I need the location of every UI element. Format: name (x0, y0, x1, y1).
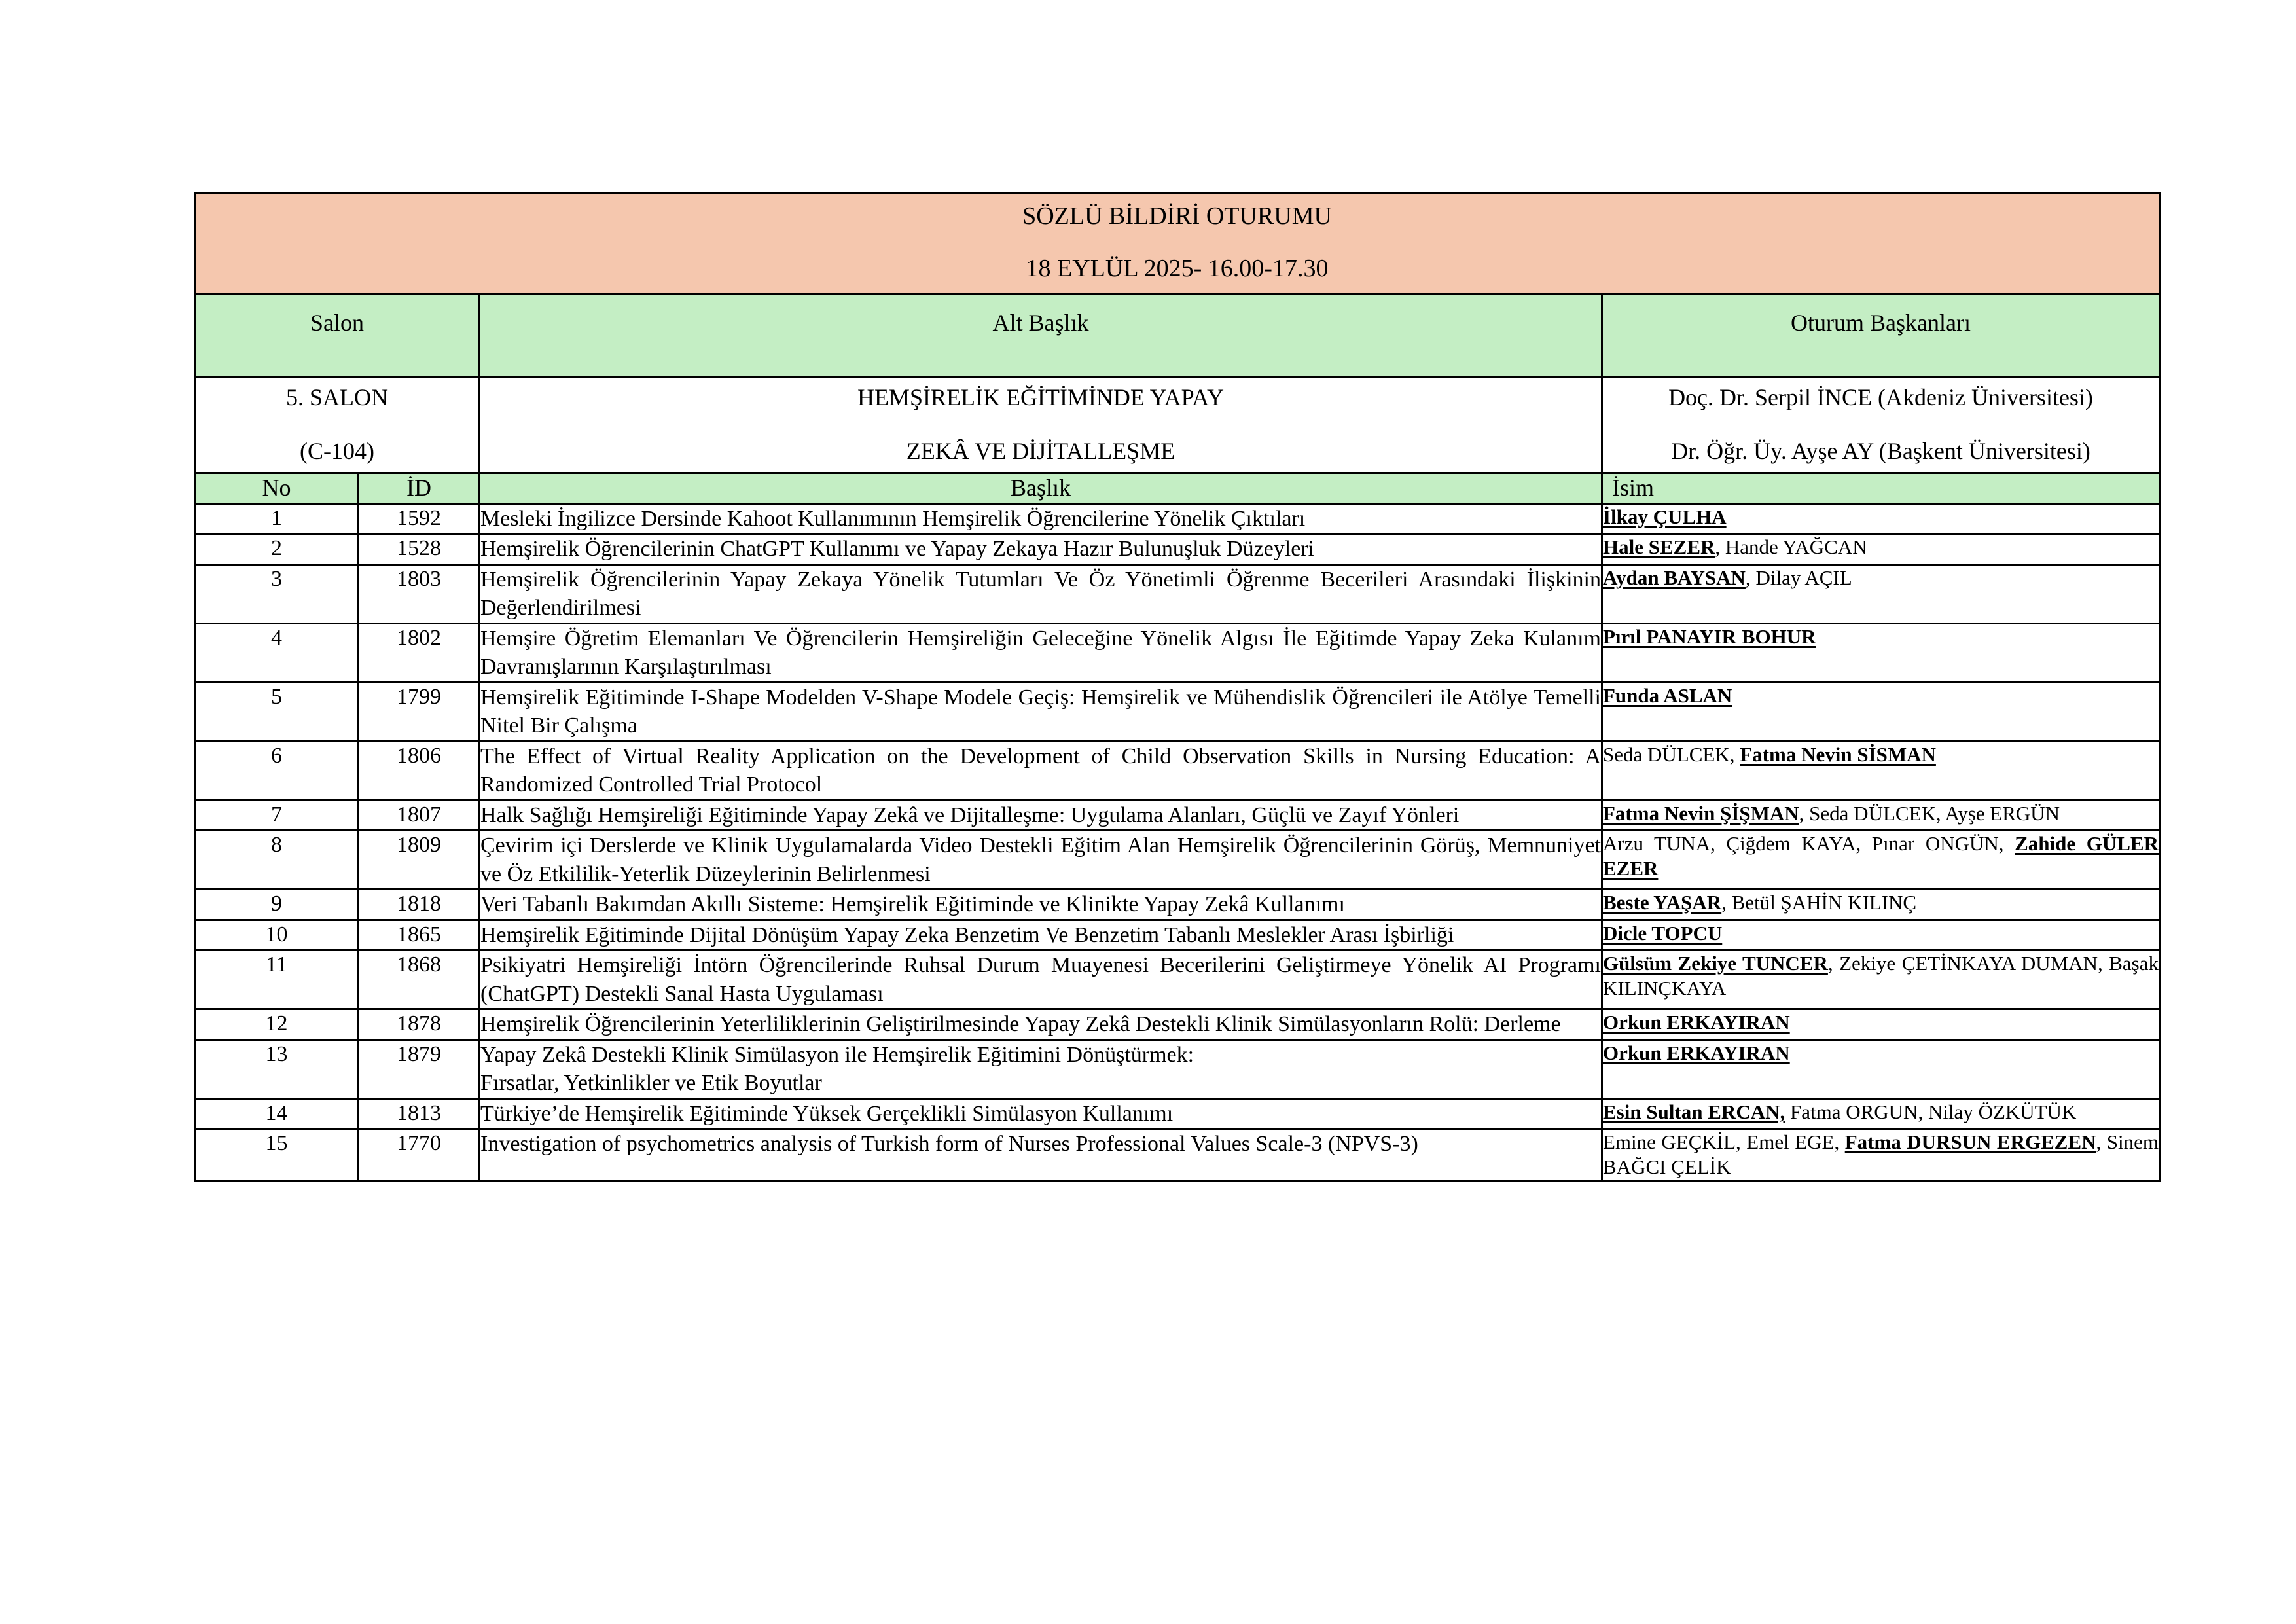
presenting-author: Fatma DURSUN ERGEZEN (1844, 1130, 2096, 1154)
presenting-author: Aydan BAYSAN (1603, 566, 1746, 589)
row-title: Mesleki İngilizce Dersinde Kahoot Kullanımının Hemşirelik Öğrencilerine Yönelik Çıktıları (480, 503, 1602, 534)
row-abstract-id: 1878 (359, 1009, 480, 1040)
row-title: Hemşirelik Eğitiminde Dijital Dönüşüm Yapay Zeka Benzetim Ve Benzetim Tabanlı Meslekler Arası İşbirliği (480, 920, 1602, 950)
author-co-prefix: Emine GEÇKİL, Emel EGE, (1603, 1130, 1845, 1154)
presenting-author: Beste YAŞAR (1603, 891, 1722, 914)
row-abstract-id: 1528 (359, 534, 480, 565)
row-number: 10 (195, 920, 359, 950)
row-title: Hemşire Öğretim Elemanları Ve Öğrencilerin Hemşireliğin Geleceğine Yönelik Algısı İle Eğitimde Yapay Zeka Kulanım Davranışlarının Karşılaştırılması (480, 623, 1602, 682)
presenting-author: Gülsüm Zekiye TUNCER (1603, 952, 1828, 975)
row-number: 7 (195, 800, 359, 831)
row-title: Investigation of psychometrics analysis of Turkish form of Nurses Professional Values Scale-3 (NPVS-3) (480, 1129, 1602, 1181)
row-authors (1602, 1009, 2160, 1040)
column-header-name: İsim (1602, 473, 2160, 503)
row-authors (1602, 1039, 2160, 1098)
row-title: Hemşirelik Öğrencilerinin ChatGPT Kullanımı ve Yapay Zekaya Hazır Bulunuşluk Düzeyleri (480, 534, 1602, 565)
author-co-prefix: Arzu TUNA, Çiğdem KAYA, Pınar ONGÜN, (1603, 832, 2015, 856)
presenting-author: Hale SEZER (1603, 535, 1715, 559)
row-number: 13 (195, 1039, 359, 1098)
column-header-title: Başlık (480, 473, 1602, 503)
row-authors (1602, 800, 2160, 831)
presentation-rows (195, 503, 2160, 1180)
row-number: 1 (195, 503, 359, 534)
row-title: Hemşirelik Eğitiminde I-Shape Modelden V-Shape Modele Geçiş: Hemşirelik ve Mühendislik Öğrencileri ile Atölye Temelli Nitel Bir Çalışma (480, 682, 1602, 741)
oral-presentation-session-table (194, 192, 2161, 1182)
table-row (195, 1098, 2160, 1129)
row-authors (1602, 534, 2160, 565)
row-abstract-id: 1592 (359, 503, 480, 534)
banner-datetime: 18 EYLÜL 2025- 16.00-17.30 (1026, 255, 1329, 282)
alt-baslik-line2: ZEKÂ VE DİJİTALLEŞME (906, 437, 1175, 464)
table-row (195, 564, 2160, 623)
salon-name: 5. SALON (285, 384, 388, 411)
row-number: 9 (195, 890, 359, 920)
salon-room-code: (C-104) (300, 437, 374, 464)
presenting-author: Funda ASLAN (1603, 683, 1732, 707)
presenting-author: Esin Sultan ERCAN, (1603, 1100, 1785, 1123)
alt-baslik-header: Alt Başlık (480, 294, 1602, 378)
row-abstract-id: 1799 (359, 682, 480, 741)
row-number: 12 (195, 1009, 359, 1040)
table-row (195, 741, 2160, 800)
column-header-id: İD (359, 473, 480, 503)
banner-cell (195, 194, 2160, 294)
column-header-no: No (195, 473, 359, 503)
row-authors (1602, 1129, 2160, 1181)
row-authors (1602, 950, 2160, 1009)
co-authors: , Betül ŞAHİN KILINÇ (1721, 891, 1917, 914)
alt-baslik-line1: HEMŞİRELİK EĞİTİMİNDE YAPAY (857, 384, 1224, 411)
row-title: The Effect of Virtual Reality Application on the Development of Child Observation Skills in Nursing Education: A Randomized Controlled Trial Protocol (480, 741, 1602, 800)
row-number: 11 (195, 950, 359, 1009)
row-authors (1602, 682, 2160, 741)
row-title: Yapay Zekâ Destekli Klinik Simülasyon ile Hemşirelik Eğitimini Dönüştürmek: Fırsatlar, Yetkinlikler ve Etik Boyutlar (480, 1039, 1602, 1098)
banner-title: SÖZLÜ BİLDİRİ OTURUMU (1022, 202, 1332, 230)
author-co-prefix: Seda DÜLCEK, (1603, 742, 1740, 766)
row-title: Veri Tabanlı Bakımdan Akıllı Sisteme: Hemşirelik Eğitiminde ve Klinikte Yapay Zekâ Kullanımı (480, 890, 1602, 920)
row-authors (1602, 623, 2160, 682)
row-title: Hemşirelik Öğrencilerinin Yeterliliklerinin Geliştirilmesinde Yapay Zekâ Destekli Klinik Simülasyonların Rolü: Derleme (480, 1009, 1602, 1040)
row-abstract-id: 1879 (359, 1039, 480, 1098)
chair-1: Doç. Dr. Serpil İNCE (Akdeniz Üniversitesi) (1668, 384, 2093, 411)
table-row (195, 1009, 2160, 1040)
row-authors (1602, 890, 2160, 920)
row-abstract-id: 1813 (359, 1098, 480, 1129)
row-abstract-id: 1818 (359, 890, 480, 920)
salon-value (195, 378, 480, 473)
table-row (195, 503, 2160, 534)
presenting-author: Fatma Nevin SİSMAN (1740, 742, 1936, 766)
row-authors (1602, 920, 2160, 950)
chair-2: Dr. Öğr. Üy. Ayşe AY (Başkent Üniversitesi) (1671, 437, 2090, 464)
row-number: 3 (195, 564, 359, 623)
row-number: 4 (195, 623, 359, 682)
table-row (195, 1039, 2160, 1098)
table-row (195, 1129, 2160, 1181)
presenting-author: İlkay ÇULHA (1603, 505, 1727, 528)
co-authors: , Sinem BAĞCI ÇELİK (1603, 1130, 2159, 1179)
table-row (195, 534, 2160, 565)
co-authors: Fatma ORGUN, Nilay ÖZKÜTÜK (1785, 1100, 2077, 1123)
row-authors (1602, 831, 2160, 890)
co-authors: , Dilay AÇIL (1745, 566, 1852, 589)
row-abstract-id: 1865 (359, 920, 480, 950)
table-row (195, 800, 2160, 831)
row-number: 14 (195, 1098, 359, 1129)
co-authors: , Zekiye ÇETİNKAYA DUMAN, Başak KILINÇKAYA (1603, 952, 2159, 1000)
presenting-author: Orkun ERKAYIRAN (1603, 1041, 1790, 1064)
row-number: 15 (195, 1129, 359, 1181)
column-header-row (195, 473, 2160, 503)
row-title: Türkiye’de Hemşirelik Eğitiminde Yüksek Gerçeklikli Simülasyon Kullanımı (480, 1098, 1602, 1129)
table-row (195, 623, 2160, 682)
row-abstract-id: 1807 (359, 800, 480, 831)
co-authors: , Seda DÜLCEK, Ayşe ERGÜN (1799, 801, 2060, 825)
table-row (195, 890, 2160, 920)
oturum-baskanlari-header: Oturum Başkanları (1602, 294, 2160, 378)
row-authors (1602, 741, 2160, 800)
row-authors (1602, 1098, 2160, 1129)
table-row (195, 950, 2160, 1009)
row-abstract-id: 1802 (359, 623, 480, 682)
program-sheet (194, 192, 2159, 1182)
table-row (195, 920, 2160, 950)
presenting-author: Orkun ERKAYIRAN (1603, 1011, 1790, 1034)
alt-baslik-value (480, 378, 1602, 473)
presenting-author: Dicle TOPCU (1603, 921, 1723, 945)
presenting-author: Pırıl PANAYIR BOHUR (1603, 624, 1816, 648)
row-authors (1602, 564, 2160, 623)
row-abstract-id: 1770 (359, 1129, 480, 1181)
presenting-author: Fatma Nevin ŞİŞMAN (1603, 801, 1799, 825)
row-authors (1602, 503, 2160, 534)
presenting-author: Zahide GÜLER EZER (1603, 832, 2159, 880)
row-abstract-id: 1809 (359, 831, 480, 890)
row-abstract-id: 1868 (359, 950, 480, 1009)
table-row (195, 682, 2160, 741)
row-number: 2 (195, 534, 359, 565)
session-info-row (195, 378, 2160, 473)
row-title: Psikiyatri Hemşireliği İntörn Öğrencilerinde Ruhsal Durum Muayenesi Becerilerini Geliştirmeye Yönelik AI Programı (ChatGPT) Destekli Sanal Hasta Uygulaması (480, 950, 1602, 1009)
row-number: 8 (195, 831, 359, 890)
row-title: Hemşirelik Öğrencilerinin Yapay Zekaya Yönelik Tutumları Ve Öz Yönetimli Öğrenme Becerileri Arasındaki İlişkinin Değerlendirilmesi (480, 564, 1602, 623)
row-number: 6 (195, 741, 359, 800)
row-title: Halk Sağlığı Hemşireliği Eğitiminde Yapay Zekâ ve Dijitalleşme: Uygulama Alanları, Güçlü ve Zayıf Yönleri (480, 800, 1602, 831)
salon-header: Salon (195, 294, 480, 378)
row-abstract-id: 1803 (359, 564, 480, 623)
oturum-baskanlari-value (1602, 378, 2160, 473)
session-header-row (195, 294, 2160, 378)
table-row (195, 831, 2160, 890)
row-title: Çevirim içi Derslerde ve Klinik Uygulamalarda Video Destekli Eğitim Alan Hemşirelik Öğrencilerinin Görüş, Memnuniyet ve Öz Etkililik-Yeterlik Düzeylerinin Belirlenmesi (480, 831, 1602, 890)
row-number: 5 (195, 682, 359, 741)
co-authors: , Hande YAĞCAN (1715, 535, 1867, 559)
banner-row (195, 194, 2160, 294)
row-abstract-id: 1806 (359, 741, 480, 800)
